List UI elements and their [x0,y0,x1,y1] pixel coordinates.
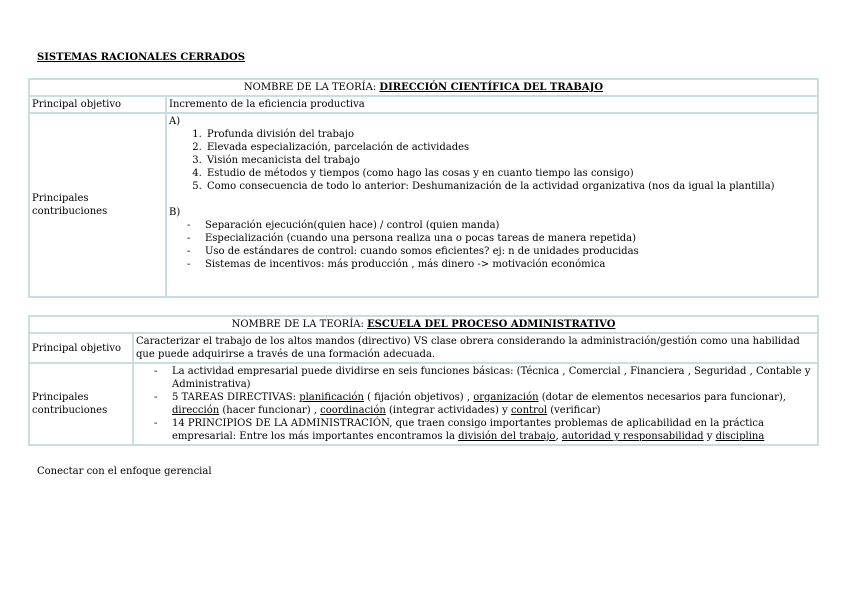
section-a-label: A) [169,116,181,127]
list-item [154,391,815,417]
table1-header-prefix: NOMBRE DE LA TEORÍA: [243,82,380,93]
document-title: SISTEMAS RACIONALES CERRADOS [37,52,245,63]
task-direction: dirección [172,405,220,416]
separator: , [555,431,562,442]
list-item: - Sistemas de incentivos: más producción , más dinero -> motivación económica [187,258,815,271]
list-item: 5. Como consecuencia de todo lo anterior: Deshumanización de la actividad organizativa (nos da igual la plantilla) [205,180,815,193]
footer-note: Conectar con el enfoque gerencial [37,466,212,477]
list-item: - Separación ejecución(quien hace) / control (quien manda) [187,219,815,232]
task-desc: (hacer funcionar) , [219,405,321,416]
table2-contributions-list [136,365,815,443]
table2-header [29,316,818,333]
task-organization: organización [473,392,539,403]
theory-table-scientific-management [28,78,819,298]
table1-objective-value: Incremento de la eficiencia productiva [166,96,818,113]
task-coordination: coordinación [320,405,386,416]
table2-objective-value: Caracterizar el trabajo de los altos mandos (directivo) VS clase obrera considerando la administración/gestión como una habilidad que puede adquirirse a través de una formación adecuada. [133,333,818,363]
table2-header-prefix: NOMBRE DE LA TEORÍA: [231,319,368,330]
table1-header [29,79,818,96]
tasks-prefix: 5 TAREAS DIRECTIVAS: [172,392,300,403]
task-planning: planificación [299,392,364,403]
table1-contributions [166,113,818,297]
list-item: - La actividad empresarial puede dividirse en seis funciones básicas: (Técnica , Comercial , Financiera , Seguridad , Contable y Administrativa) [154,365,815,391]
table2-theory-name: ESCUELA DEL PROCESO ADMINISTRATIVO [367,319,616,330]
table1-contributions-label: Principales contribuciones [29,113,166,297]
separator: y [703,431,716,442]
table2-contributions [133,363,818,445]
list-item: - Uso de estándares de control: cuando somos eficientes? ej: n de unidades producidas [187,245,815,258]
task-control: control [510,405,548,416]
list-item: 4. Estudio de métodos y tiempos (como hago las cosas y en cuanto tiempo las consigo) [205,167,815,180]
list-item: 3. Visión mecanicista del trabajo [205,154,815,167]
task-desc: (verificar) [547,405,601,416]
section-b-list [169,219,815,271]
section-a-list [169,128,815,193]
task-desc: ( fijación objetivos) , [363,392,474,403]
task-desc: (dotar de elementos necesarios para funcionar), [538,392,786,403]
task-desc: (integrar actividades) y [385,405,511,416]
table2-contributions-label: Principales contribuciones [29,363,133,445]
table1-objective-label: Principal objetivo [29,96,166,113]
list-item [154,417,815,443]
principle-division: división del trabajo [458,431,556,442]
list-item: 2. Elevada especialización, parcelación de actividades [205,141,815,154]
principle-discipline: disciplina [715,431,765,442]
list-item: - Especialización (cuando una persona realiza una o pocas tareas de manera repetida) [187,232,815,245]
theory-table-administrative-process [28,315,819,446]
principle-authority: autoridad y responsabilidad [561,431,704,442]
table1-theory-name: DIRECCIÓN CIENTÍFICA DEL TRABAJO [379,82,604,93]
list-item: 1. Profunda división del trabajo [205,128,815,141]
table2-objective-label: Principal objetivo [29,333,133,363]
principles-prefix: 14 PRINCIPIOS DE LA ADMINISTRACIÓN, que traen consigo importantes problemas de aplicabilidad en la práctica empresarial: Entre los más importantes encontramos la [172,418,764,442]
section-b-label: B) [169,207,181,218]
